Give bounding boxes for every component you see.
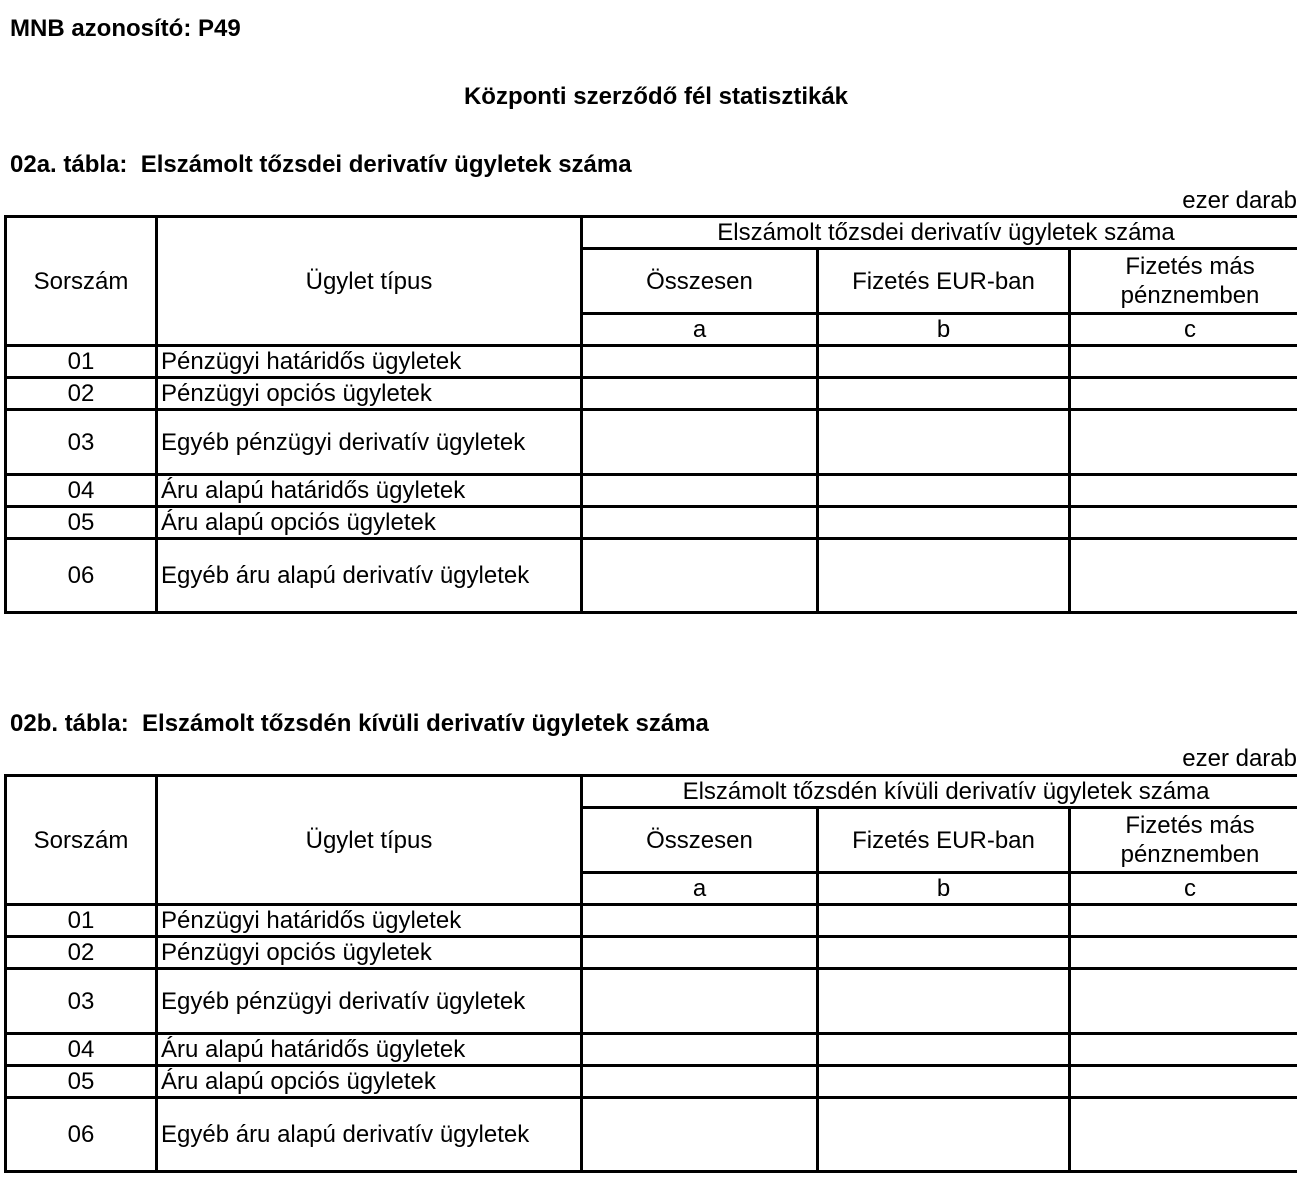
row-number: 05	[6, 507, 157, 539]
row-number: 04	[6, 475, 157, 507]
table-row	[6, 346, 1297, 378]
cell-b[interactable]	[818, 475, 1070, 507]
header-letter-a: a	[582, 314, 818, 346]
cell-b[interactable]	[818, 1034, 1070, 1066]
row-number: 02	[6, 378, 157, 410]
header-fizetes-eur: Fizetés EUR-ban	[818, 808, 1070, 873]
row-number: 02	[6, 937, 157, 969]
cell-a[interactable]	[582, 410, 818, 475]
row-number: 03	[6, 969, 157, 1034]
cell-b[interactable]	[818, 346, 1070, 378]
table-row	[6, 378, 1297, 410]
header-letter-c: c	[1070, 873, 1297, 905]
row-label: Egyéb pénzügyi derivatív ügyletek	[157, 969, 582, 1034]
table-02b-unit: ezer darab	[1182, 745, 1297, 772]
cell-a[interactable]	[582, 969, 818, 1034]
row-label: Áru alapú határidős ügyletek	[157, 475, 582, 507]
cell-a[interactable]	[582, 1066, 818, 1098]
page-title: Központi szerződő fél statisztikák	[463, 83, 849, 110]
table-row	[6, 937, 1297, 969]
header-letter-b: b	[818, 873, 1070, 905]
cell-a[interactable]	[582, 378, 818, 410]
header-ugylet-tipus: Ügylet típus	[157, 217, 582, 346]
cell-b[interactable]	[818, 905, 1070, 937]
cell-a[interactable]	[582, 937, 818, 969]
header-fizetes-eur: Fizetés EUR-ban	[818, 249, 1070, 314]
cell-c[interactable]	[1070, 1034, 1297, 1066]
row-label: Egyéb áru alapú derivatív ügyletek	[157, 1098, 582, 1172]
header-osszesen: Összesen	[582, 808, 818, 873]
row-number: 01	[6, 346, 157, 378]
header-group: Elszámolt tőzsdei derivatív ügyletek száma	[582, 217, 1297, 249]
row-label: Pénzügyi opciós ügyletek	[157, 378, 582, 410]
header-letter-b: b	[818, 314, 1070, 346]
cell-b[interactable]	[818, 1066, 1070, 1098]
header-letter-a: a	[582, 873, 818, 905]
cell-c[interactable]	[1070, 346, 1297, 378]
table-02b-title: 02b. tábla: Elszámolt tőzsdén kívüli derivatív ügyletek száma	[10, 710, 709, 737]
cell-a[interactable]	[582, 539, 818, 613]
table-row	[6, 539, 1297, 613]
row-label: Egyéb áru alapú derivatív ügyletek	[157, 539, 582, 613]
row-label: Pénzügyi határidős ügyletek	[157, 905, 582, 937]
cell-c[interactable]	[1070, 475, 1297, 507]
cell-a[interactable]	[582, 905, 818, 937]
cell-a[interactable]	[582, 1098, 818, 1172]
cell-a[interactable]	[582, 507, 818, 539]
cell-a[interactable]	[582, 1034, 818, 1066]
row-label: Áru alapú opciós ügyletek	[157, 507, 582, 539]
row-number: 06	[6, 1098, 157, 1172]
row-label: Pénzügyi opciós ügyletek	[157, 937, 582, 969]
header-fizetes-mas: Fizetés más pénznemben	[1070, 249, 1297, 314]
row-label: Áru alapú opciós ügyletek	[157, 1066, 582, 1098]
cell-c[interactable]	[1070, 378, 1297, 410]
cell-b[interactable]	[818, 539, 1070, 613]
table-02b	[4, 774, 1297, 1173]
cell-b[interactable]	[818, 378, 1070, 410]
header-sorszam: Sorszám	[6, 776, 157, 905]
cell-c[interactable]	[1070, 507, 1297, 539]
row-number: 05	[6, 1066, 157, 1098]
table-02a-unit: ezer darab	[1182, 187, 1297, 214]
cell-c[interactable]	[1070, 410, 1297, 475]
header-group: Elszámolt tőzsdén kívüli derivatív ügyletek száma	[582, 776, 1297, 808]
header-letter-c: c	[1070, 314, 1297, 346]
cell-c[interactable]	[1070, 937, 1297, 969]
cell-c[interactable]	[1070, 1098, 1297, 1172]
row-label: Pénzügyi határidős ügyletek	[157, 346, 582, 378]
mnb-identifier: MNB azonosító: P49	[10, 15, 241, 42]
header-osszesen: Összesen	[582, 249, 818, 314]
cell-b[interactable]	[818, 937, 1070, 969]
cell-c[interactable]	[1070, 1066, 1297, 1098]
cell-c[interactable]	[1070, 539, 1297, 613]
table-row	[6, 475, 1297, 507]
table-row	[6, 507, 1297, 539]
cell-c[interactable]	[1070, 905, 1297, 937]
cell-a[interactable]	[582, 346, 818, 378]
cell-b[interactable]	[818, 507, 1070, 539]
cell-a[interactable]	[582, 475, 818, 507]
cell-c[interactable]	[1070, 969, 1297, 1034]
cell-b[interactable]	[818, 1098, 1070, 1172]
row-label: Egyéb pénzügyi derivatív ügyletek	[157, 410, 582, 475]
table-row	[6, 1034, 1297, 1066]
table-row	[6, 1066, 1297, 1098]
header-sorszam: Sorszám	[6, 217, 157, 346]
table-row	[6, 969, 1297, 1034]
table-02a-title: 02a. tábla: Elszámolt tőzsdei derivatív ügyletek száma	[10, 151, 632, 178]
header-fizetes-mas: Fizetés más pénznemben	[1070, 808, 1297, 873]
header-ugylet-tipus: Ügylet típus	[157, 776, 582, 905]
row-number: 06	[6, 539, 157, 613]
table-row	[6, 905, 1297, 937]
row-number: 01	[6, 905, 157, 937]
table-02a	[4, 215, 1297, 614]
cell-b[interactable]	[818, 410, 1070, 475]
row-number: 04	[6, 1034, 157, 1066]
row-number: 03	[6, 410, 157, 475]
row-label: Áru alapú határidős ügyletek	[157, 1034, 582, 1066]
table-row	[6, 1098, 1297, 1172]
table-row	[6, 410, 1297, 475]
cell-b[interactable]	[818, 969, 1070, 1034]
